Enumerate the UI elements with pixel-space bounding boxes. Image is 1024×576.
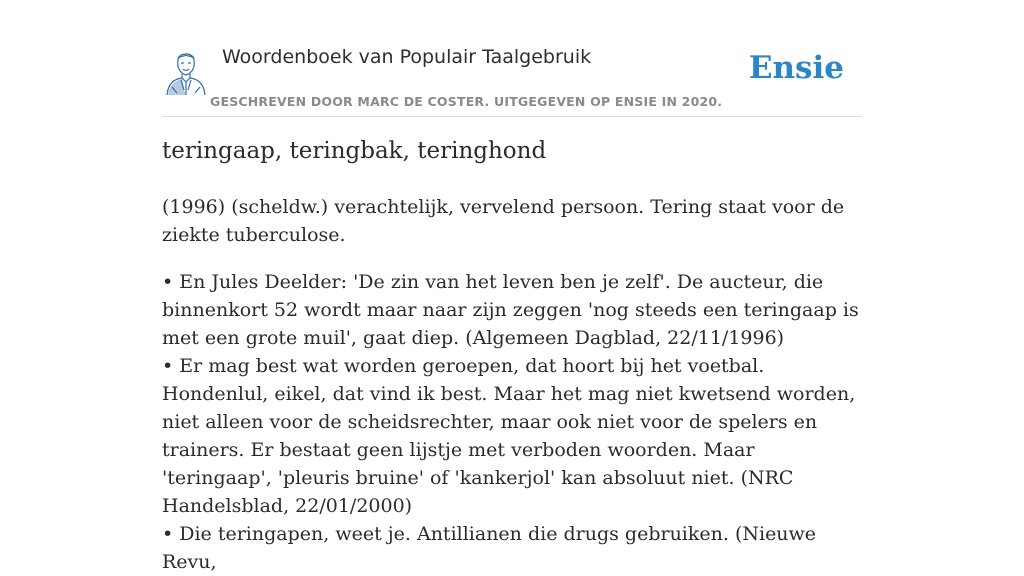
entry-title: teringaap, teringbak, teringhond xyxy=(162,138,547,164)
author-portrait-icon xyxy=(163,46,209,96)
page xyxy=(162,0,862,573)
entry-definition: (1996) (scheldw.) verachtelijk, vervelend persoon. Tering staat voor de ziekte tuberculose. xyxy=(162,196,845,246)
header xyxy=(162,0,862,117)
book-title[interactable]: Woordenboek van Populair Taalgebruik xyxy=(222,46,592,68)
quote-item: • En Jules Deelder: 'De zin van het leven ben je zelf'. De aucteur, die binnenkort 52 wordt maar naar zijn zeggen 'nog steeds een teringaap is met een grote muil', gaat diep. (Algemeen Dagblad, 22/11/1996) xyxy=(162,271,859,349)
quote-item: • Die teringapen, weet je. Antillianen die drugs gebruiken. (Nieuwe Revu, xyxy=(162,523,817,573)
ensie-logo-link[interactable]: Ensie xyxy=(748,50,844,86)
quote-item: • Er mag best wat worden geroepen, dat hoort bij het voetbal. Hondenlul, eikel, dat vind ik best. Maar het mag niet kwetsend worden, niet alleen voor de scheidsrechter, maar ook niet voor de spelers en trainers. Er bestaat geen lijstje met verboden woorden. Maar 'teringaap', 'pleuris bruine' of 'kankerjol' kan absoluut niet. (NRC Handelsblad, 22/01/2000) xyxy=(162,355,856,517)
entry-quotes xyxy=(162,268,862,576)
byline: GESCHREVEN DOOR MARC DE COSTER. UITGEGEVEN OP ENSIE IN 2020. xyxy=(210,94,723,109)
